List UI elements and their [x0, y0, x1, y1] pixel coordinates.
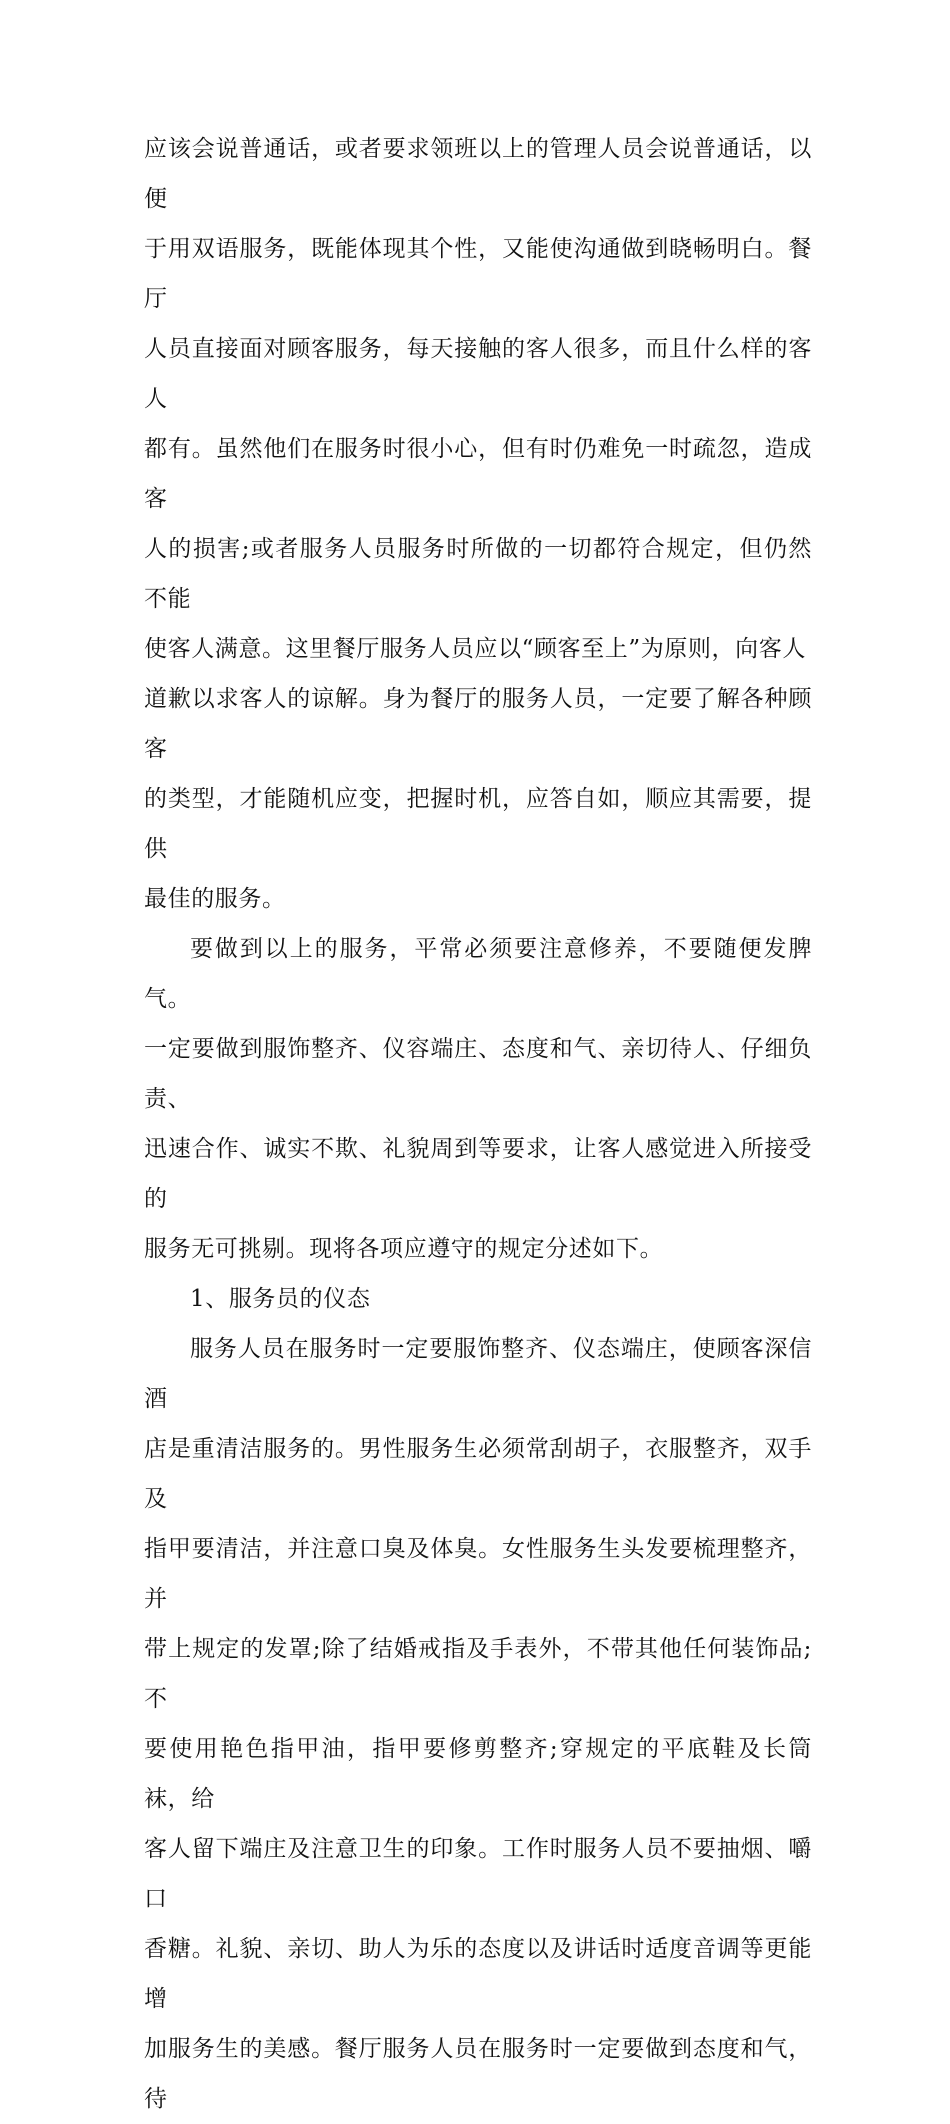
text-line: 指甲要清洁，并注意口臭及体臭。女性服务生头发要梳理整齐，并 — [144, 1536, 812, 1612]
text-line: 一定要做到服饰整齐、仪容端庄、态度和气、亲切待人、仔细负责、 — [144, 1036, 812, 1112]
text-line: 使客人满意。这里餐厅服务人员应以“顾客至上”为原则，向客人 — [144, 636, 806, 662]
text-line: 要做到以上的服务，平常必须要注意修养，不要随便发脾气。 — [144, 936, 812, 1012]
text-line: 加服务生的美感。餐厅服务人员在服务时一定要做到态度和气，待 — [144, 2036, 812, 2112]
text-line: 应该会说普通话，或者要求领班以上的管理人员会说普通话，以便 — [144, 136, 812, 212]
text-line: 于用双语服务，既能体现其个性，又能使沟通做到晓畅明白。餐厅 — [144, 236, 812, 312]
section-heading — [144, 1274, 812, 1324]
text-line: 人员直接面对顾客服务，每天接触的客人很多，而且什么样的客人 — [144, 336, 812, 412]
text-line: 要使用艳色指甲油，指甲要修剪整齐;穿规定的平底鞋及长筒袜，给 — [144, 1736, 812, 1812]
text-line: 最佳的服务。 — [144, 886, 286, 912]
text-line: 服务人员在服务时一定要服饰整齐、仪态端庄，使顾客深信酒 — [144, 1336, 812, 1412]
text-line: 店是重清洁服务的。男性服务生必须常刮胡子，衣服整齐，双手及 — [144, 1436, 812, 1512]
section-heading-text: 1、服务员的仪态 — [190, 1286, 371, 1312]
text-line: 带上规定的发罩;除了结婚戒指及手表外，不带其他任何装饰品;不 — [144, 1636, 812, 1712]
paragraph-3 — [144, 1324, 812, 2124]
text-line: 的类型，才能随机应变，把握时机，应答自如，顺应其需要，提供 — [144, 786, 812, 862]
text-line: 都有。虽然他们在服务时很小心，但有时仍难免一时疏忽，造成客 — [144, 436, 812, 512]
document-body — [144, 124, 812, 2124]
text-line: 服务无可挑剔。现将各项应遵守的规定分述如下。 — [144, 1236, 664, 1262]
text-line: 迅速合作、诚实不欺、礼貌周到等要求，让客人感觉进入所接受的 — [144, 1136, 812, 1212]
text-line: 道歉以求客人的谅解。身为餐厅的服务人员，一定要了解各种顾客 — [144, 686, 812, 762]
text-line: 香糖。礼貌、亲切、助人为乐的态度以及讲话时适度音调等更能增 — [144, 1936, 812, 2012]
text-line: 客人留下端庄及注意卫生的印象。工作时服务人员不要抽烟、嚼口 — [144, 1836, 812, 1912]
text-line: 人的损害;或者服务人员服务时所做的一切都符合规定，但仍然不能 — [144, 536, 812, 612]
paragraph-2 — [144, 924, 812, 1274]
paragraph-1 — [144, 124, 812, 924]
